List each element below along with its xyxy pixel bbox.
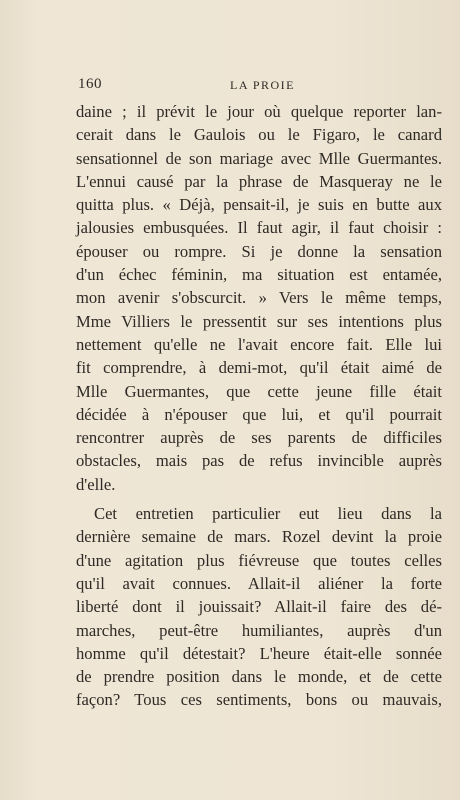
text-line: L'ennui causé par la phrase de Masqueray ne le xyxy=(76,171,442,191)
text-line: jalousies embusquées. Il faut agir, il faut choisir : xyxy=(76,218,442,238)
text-line: nettement qu'elle ne l'avait encore fait. Elle lui xyxy=(76,334,442,354)
text-line: qu'il avait connues. Allait-il aliéner la forte xyxy=(76,573,442,593)
text-line: d'une agitation plus fiévreuse que toutes celles xyxy=(76,550,442,570)
text-line: fit comprendre, à demi-mot, qu'il était aimé de xyxy=(76,358,442,378)
text-line: liberté dont il jouissait? Allait-il faire des dé- xyxy=(76,597,442,617)
text-line: façon? Tous ces sentiments, bons ou mauvais, xyxy=(76,690,442,710)
text-line: marches, peut-être humiliantes, auprès d'un xyxy=(76,620,442,640)
text-line: Cet entretien particulier eut lieu dans la xyxy=(94,504,442,524)
text-line: rencontrer auprès de ses parents de difficiles xyxy=(76,428,442,448)
paragraph-1 xyxy=(76,100,442,496)
text-line: mon avenir s'obscurcit. » Vers le même temps, xyxy=(76,288,442,308)
text-line: d'un échec féminin, ma situation est entamée, xyxy=(76,265,442,285)
text-line: homme qu'il détestait? L'heure était-elle sonnée xyxy=(76,643,442,663)
body-text xyxy=(76,100,442,712)
text-line: de prendre position dans le monde, et de cette xyxy=(76,667,442,687)
text-line: obstacles, mais pas de refus invincible auprès xyxy=(76,451,442,471)
text-line: dernière semaine de mars. Rozel devint la proie xyxy=(76,527,442,547)
text-line: décidée à n'épouser que lui, et qu'il pourrait xyxy=(76,404,442,424)
text-line: épouser ou rompre. Si je donne la sensation xyxy=(76,241,442,261)
text-line: cerait dans le Gaulois ou le Figaro, le canard xyxy=(76,125,442,145)
page-number: 160 xyxy=(78,76,102,92)
paragraph-2 xyxy=(76,502,442,712)
text-line: quitta plus. « Déjà, pensait-il, je suis en butte aux xyxy=(76,195,442,215)
running-title: LA PROIE xyxy=(230,78,296,92)
text-line: Mme Villiers le pressentit sur ses intentions plus xyxy=(76,311,442,331)
text-line: d'elle. xyxy=(76,474,116,494)
text-line: Mlle Guermantes, que cette jeune fille était xyxy=(76,381,442,401)
text-line: sensationnel de son mariage avec Mlle Guermantes. xyxy=(76,148,442,168)
text-line: daine ; il prévit le jour où quelque reporter lan- xyxy=(76,102,442,121)
